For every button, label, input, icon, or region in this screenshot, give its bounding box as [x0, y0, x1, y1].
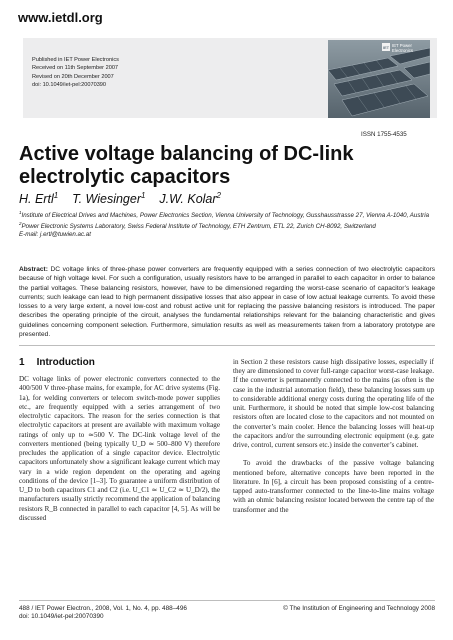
abstract-divider	[19, 345, 435, 346]
published-in: Published in IET Power Electronics	[32, 57, 119, 63]
section-number: 1	[19, 357, 25, 368]
affiliation-1	[19, 209, 435, 220]
affiliation-1-text: Institute of Electrical Drives and Machines, Power Electronics Section, Vienna University of Technology, Gusshausstrasse 27, Vienna A-1040, Austria	[21, 212, 430, 220]
cover-branding	[382, 43, 426, 53]
author-1-affil: 1	[53, 191, 59, 200]
right-column	[233, 358, 434, 524]
intro-paragraph-3: To avoid the drawbacks of the passive voltage balancing mentioned before, alternative concepts have been reported in the literature. In [6], a circuit has been proposed consisting of a centre-tapped auto-transformer connected to the line-to-line mains voltage with an ohmic balancing resistor located between the centre tap of the transformer and the	[233, 459, 434, 514]
article-title: Active voltage balancing of DC-link electrolytic capacitors	[19, 143, 354, 188]
affiliation-2	[19, 220, 435, 231]
footer-doi[interactable]: doi: 10.1049/iet-pel:20070390	[19, 613, 104, 620]
intro-paragraph-1: DC voltage links of power electronic converters connected to the 400/500 V three-phase mains, for example, for AC drive systems (Fig. 1a), for welding converters or telecom switch-mode power supplies etc., are frequently equipped with a series arrangement of two electrolytic capacitors. The reason for the series connection is that electrolytic capacitors at present are available with maximum voltage ratings of only up to ≃500 V. The DC-link voltage level of the converters mentioned (being typically U_D ≃ 500–800 V) therefore precludes the application of a single capacitor device. Electrolytic capacitors unfortunately show a significant leakage current which may vary in a wide region dependent on the operating and ageing conditions of the device [1–3]. To guarantee a uniform distribution of U_D to both capacitors C1 and C2 (i.e. U_C1 ≃ U_C2 ≃ U_D/2), the manufacturers usually strictly recommend the application of balancing resistors R_B connected in parallel to each capacitor [4, 5]. As will be discussed	[19, 375, 220, 522]
affiliation-2-text: Power Electronic Systems Laboratory, Swiss Federal Institute of Technology, ETH Zentrum, ETL 22, Zurich CH-8092, Switzerland	[21, 222, 376, 230]
affiliation-2-mark: 2	[19, 220, 22, 226]
cover-title-line2: Electronics	[392, 48, 414, 53]
section-title: Introduction	[36, 357, 95, 368]
author-2-name: T. Wiesinger	[72, 192, 141, 207]
footer-citation	[19, 605, 187, 621]
copyright: © The Institution of Engineering and Technology 2008	[283, 605, 435, 612]
intro-paragraph-2: in Section 2 these resistors cause high dissipative losses, especially if they are dimensioned to cover full-range capacitor worst-case leakage. If the converter is permanently connected to the mains (as often is the case in the industrial automation field), these balancing losses sum up to considerable additional energy costs during the operating life of the unit. Furthermore, it should be noted that simple low-cost balancing resistors often are located close to the capacitors and not mounted on the converter’s main cooler. Hence the balancing losses will heat-up the capacitors and/or the surrounding electronic equipment (e.g. gate drive, control, current sensors etc.) inside the converter’s cabinet.	[233, 358, 434, 450]
iet-logo: IET	[382, 44, 390, 50]
journal-cover-image	[328, 40, 430, 118]
site-url[interactable]: www.ietdl.org	[18, 10, 103, 25]
author-3-affil: 2	[216, 191, 221, 200]
doi-header: doi: 10.1049/iet-pel:20070390	[32, 82, 107, 89]
affiliations	[19, 209, 435, 239]
author-3	[159, 192, 221, 206]
abstract-label: Abstract:	[19, 266, 48, 273]
publication-info	[32, 56, 119, 90]
author-list	[19, 191, 221, 206]
section-heading	[19, 358, 220, 367]
issn: ISSN 1755-4535	[361, 131, 407, 138]
cover-title-line1: IET Power	[392, 43, 412, 48]
cover-journal-title	[392, 43, 426, 53]
abstract	[19, 265, 435, 339]
abstract-text: DC voltage links of three-phase power converters are frequently equipped with a series connection of two electrolytic capacitors because of high voltage level. For such a configuration, usually resistors have to be arranged in parallel to each capacitor in order to balance the partial voltages. These balancing resistors, however, have to be dimensioned regarding the worst-case scenario of capacitor’s leakage currents; such leakage can lead to high permanent dissipative losses that also appear in case of low actual leakage currents. To avoid these losses to a very large extent, a novel low-cost and robust active unit for replacing the passive balancing resistors is introduced. The paper describes the operating principle of the circuit, analyses the fundamental relationships relevant for the balancing characteristic and gives guidelines concerning component selection. Furthermore, simulation results as well as measurements taken from a laboratory prototype are presented.	[19, 266, 435, 339]
journal-reference: 488 / IET Power Electron., 2008, Vol. 1, No. 4, pp. 488–496	[19, 605, 187, 612]
author-2-affil: 1	[141, 191, 146, 200]
affiliation-1-mark: 1	[19, 210, 22, 215]
author-2	[72, 192, 145, 206]
author-1	[19, 192, 58, 206]
footer-divider	[19, 600, 435, 601]
author-1-name: H. Ertl	[19, 192, 54, 207]
author-3-name: J.W. Kolar	[159, 192, 217, 207]
left-column	[19, 358, 220, 532]
corresponding-email[interactable]: E-mail: j.ertl@tuwien.ac.at	[19, 230, 91, 238]
received-date: Received on 11th September 2007	[32, 65, 119, 72]
revised-date: Revised on 20th December 2007	[32, 73, 114, 80]
